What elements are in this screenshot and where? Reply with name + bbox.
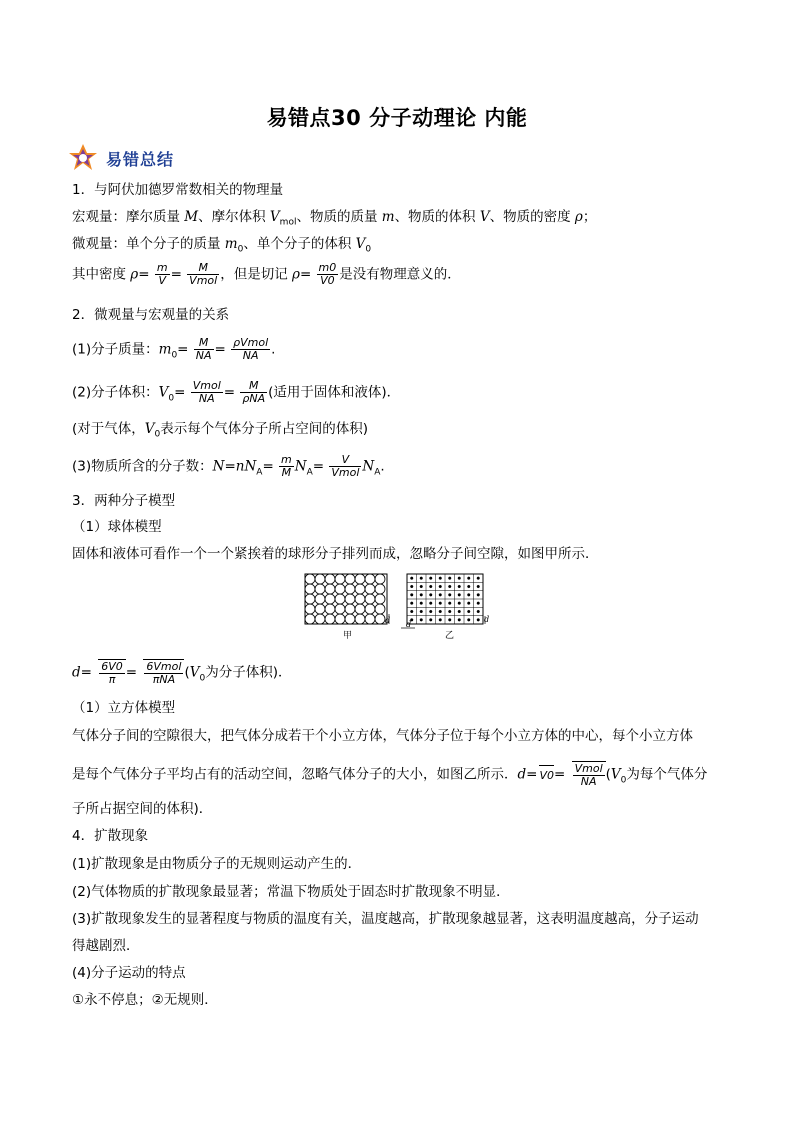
side-label: d xyxy=(406,620,412,629)
fraction: $\frac{V}{\text{Vmol}}$ xyxy=(331,453,360,480)
molecule-dot xyxy=(467,585,470,588)
fraction: $\frac{6V0}{\pi}$ xyxy=(101,660,123,687)
molecule-sphere xyxy=(355,614,365,624)
molecule-dot xyxy=(429,594,432,597)
text-line: 微观量：单个分子的质量 $m_0$、单个分子的体积 $V_0$ xyxy=(72,236,372,255)
molecule-dot xyxy=(458,619,461,622)
molecule-dot xyxy=(458,577,461,580)
text-line: 气体分子间的空隙很大，把气体分成若干个小立方体，气体分子位于每个小立方体的中心，每个小立方体 xyxy=(72,728,693,744)
text-line: 3．两种分子模型 xyxy=(72,493,176,509)
molecule-dot xyxy=(429,610,432,613)
fraction: $\frac{m}{M}$ xyxy=(281,453,292,480)
molecule-dot xyxy=(429,585,432,588)
text-line: ①永不停息；②无规则． xyxy=(72,992,218,1008)
figure-caption: 乙 xyxy=(445,631,455,641)
molecule-dot xyxy=(448,610,451,613)
molecule-sphere xyxy=(375,584,385,594)
molecule-sphere xyxy=(375,614,385,624)
molecule-sphere xyxy=(365,584,375,594)
molecule-dot xyxy=(467,610,470,613)
text-line: （1）立方体模型 xyxy=(72,700,176,716)
molecule-dot xyxy=(477,610,480,613)
molecule-sphere xyxy=(365,614,375,624)
molecule-sphere xyxy=(355,604,365,614)
molecule-dot xyxy=(458,602,461,605)
fraction: $\frac{\text{6Vmol}}{\text{πNA}}$ xyxy=(146,660,182,687)
text-line: (4)分子运动的特点 xyxy=(72,965,186,981)
molecule-sphere xyxy=(355,574,365,584)
molecule-sphere xyxy=(375,604,385,614)
molecule-dot xyxy=(420,577,423,580)
molecule-dot xyxy=(429,577,432,580)
text-line: (1)扩散现象是由物质分子的无规则运动产生的． xyxy=(72,856,362,872)
molecule-dot xyxy=(448,602,451,605)
figure-caption: 甲 xyxy=(343,631,353,641)
molecule-sphere xyxy=(335,574,345,584)
fraction: $\frac{M}{\text{ρNA}}$ xyxy=(242,379,266,406)
molecule-sphere xyxy=(315,584,325,594)
molecule-dot xyxy=(420,602,423,605)
formula-line: 是每个气体分子平均占有的活动空间，忽略气体分子的大小，如图乙所示．d= V0= $\frac{\text{Vmol}}{NA}$ ($V_0$为每个气体分 xyxy=(72,762,708,789)
fraction: $\frac{\text{Vmol}}{NA}$ xyxy=(192,379,221,406)
molecule-dot xyxy=(410,610,413,613)
molecule-dot xyxy=(410,594,413,597)
molecule-dot xyxy=(429,619,432,622)
molecule-dot xyxy=(439,602,442,605)
molecule-sphere xyxy=(335,594,345,604)
fraction: $\frac{\text{Vmol}}{NA}$ xyxy=(574,762,603,789)
fraction: $\frac{m0}{V0}$ xyxy=(318,261,337,288)
molecule-sphere xyxy=(375,594,385,604)
fraction: $\frac{M}{NA}$ xyxy=(195,336,212,363)
molecule-sphere xyxy=(325,584,335,594)
molecule-sphere xyxy=(345,604,355,614)
molecule-sphere xyxy=(315,614,325,624)
molecule-sphere xyxy=(315,604,325,614)
section-heading xyxy=(66,143,174,173)
molecule-dot xyxy=(420,594,423,597)
fraction: $\frac{M}{\text{Vmol}}$ xyxy=(189,261,218,288)
molecule-sphere xyxy=(345,614,355,624)
molecule-dot xyxy=(420,619,423,622)
text-line: 得越剧烈． xyxy=(72,938,140,954)
star-icon xyxy=(66,143,100,173)
molecule-dot xyxy=(477,577,480,580)
molecule-sphere xyxy=(325,614,335,624)
molecule-sphere xyxy=(375,574,385,584)
molecule-dot xyxy=(410,602,413,605)
molecule-dot xyxy=(458,610,461,613)
molecule-dot xyxy=(410,577,413,580)
molecule-sphere xyxy=(345,574,355,584)
cube-model-figure xyxy=(399,572,495,642)
molecule-dot xyxy=(439,610,442,613)
molecule-sphere xyxy=(365,574,375,584)
text-line: （1）球体模型 xyxy=(72,519,162,535)
diameter-label: d xyxy=(385,616,391,625)
molecule-sphere xyxy=(355,584,365,594)
fraction: $\frac{m}{V}$ xyxy=(156,261,168,288)
molecule-sphere xyxy=(305,594,315,604)
molecule-sphere xyxy=(305,614,315,624)
molecule-dot xyxy=(420,585,423,588)
molecule-sphere xyxy=(335,604,345,614)
molecule-sphere xyxy=(365,604,375,614)
text-line: (2)气体物质的扩散现象最显著；常温下物质处于固态时扩散现象不明显． xyxy=(72,884,510,900)
molecule-dot xyxy=(420,610,423,613)
formula-line: 其中密度 ρ= $\frac{m}{V}$ = $\frac{M}{\text{Vmol}}$ ，但是切记 ρ= $\frac{m0}{V0}$ 是没有物理意义的． xyxy=(72,261,461,288)
molecule-sphere xyxy=(365,594,375,604)
molecule-sphere xyxy=(325,594,335,604)
molecule-dot xyxy=(410,585,413,588)
molecule-sphere xyxy=(325,574,335,584)
text-line: 4．扩散现象 xyxy=(72,828,149,844)
molecule-dot xyxy=(458,585,461,588)
molecule-dot xyxy=(467,594,470,597)
text-line: 固体和液体可看作一个一个紧挨着的球形分子排列而成，忽略分子间空隙，如图甲所示． xyxy=(72,546,599,562)
formula-line: (2)分子体积：$V_0=$ $\frac{\text{Vmol}}{NA}$ = $\frac{M}{\text{ρNA}}$ (适用于固体和液体)． xyxy=(72,379,401,406)
molecule-dot xyxy=(429,602,432,605)
text-line: 1．与阿伏加德罗常数相关的物理量 xyxy=(72,182,284,198)
molecule-dot xyxy=(448,594,451,597)
molecule-dot xyxy=(477,585,480,588)
molecule-sphere xyxy=(345,584,355,594)
molecule-sphere xyxy=(305,574,315,584)
molecule-sphere xyxy=(305,584,315,594)
section-label: 易错总结 xyxy=(106,149,175,169)
molecule-dot xyxy=(458,594,461,597)
molecule-dot xyxy=(467,619,470,622)
molecule-sphere xyxy=(305,604,315,614)
formula-line: d= $\frac{6V0}{\pi}$ = $\frac{\text{6Vmol}}{\text{πNA}}$ ($V_0$为分子体积)． xyxy=(72,660,292,687)
molecule-sphere xyxy=(315,594,325,604)
text-line: (对于气体，$V_0$表示每个气体分子所占空间的体积) xyxy=(72,421,369,440)
molecule-sphere xyxy=(345,594,355,604)
formula-line: (3)物质所含的分子数：$N=nN_A=$ $\frac{m}{M}$ $N_A=$ $\frac{V}{\text{Vmol}}$ $N_A$. xyxy=(72,453,385,480)
text-line: (3)扩散现象发生的显著程度与物质的温度有关，温度越高，扩散现象越显著，这表明温度越高，分子运动 xyxy=(72,911,699,927)
text-line: 2．微观量与宏观量的关系 xyxy=(72,307,230,323)
molecule-sphere xyxy=(355,594,365,604)
text-line: 子所占据空间的体积)． xyxy=(72,801,213,817)
molecule-dot xyxy=(477,602,480,605)
molecule-dot xyxy=(477,619,480,622)
molecule-dot xyxy=(439,577,442,580)
molecule-sphere xyxy=(325,604,335,614)
page-title: 易错点30 分子动理论 内能 xyxy=(266,106,528,130)
molecule-dot xyxy=(467,602,470,605)
molecule-dot xyxy=(439,585,442,588)
side-label: d xyxy=(484,615,490,624)
molecule-dot xyxy=(448,577,451,580)
molecule-sphere xyxy=(335,614,345,624)
formula-line: (1)分子质量：$m_0=$ $\frac{M}{NA}$ = $\frac{\text{ρVmol}}{NA}$ . xyxy=(72,336,276,363)
molecule-dot xyxy=(477,594,480,597)
text-line: 宏观量：摩尔质量 M、摩尔体积 $V_{mol}$、物质的质量 m、物质的体积 V、物质的密度 ρ； xyxy=(72,209,597,228)
molecule-dot xyxy=(448,619,451,622)
molecule-dot xyxy=(439,594,442,597)
molecule-dot xyxy=(467,577,470,580)
molecule-sphere xyxy=(315,574,325,584)
molecule-dot xyxy=(439,619,442,622)
molecule-dot xyxy=(448,585,451,588)
fraction: $\frac{\text{ρVmol}}{NA}$ xyxy=(233,336,269,363)
molecule-sphere xyxy=(335,584,345,594)
sphere-model-figure xyxy=(303,572,395,642)
